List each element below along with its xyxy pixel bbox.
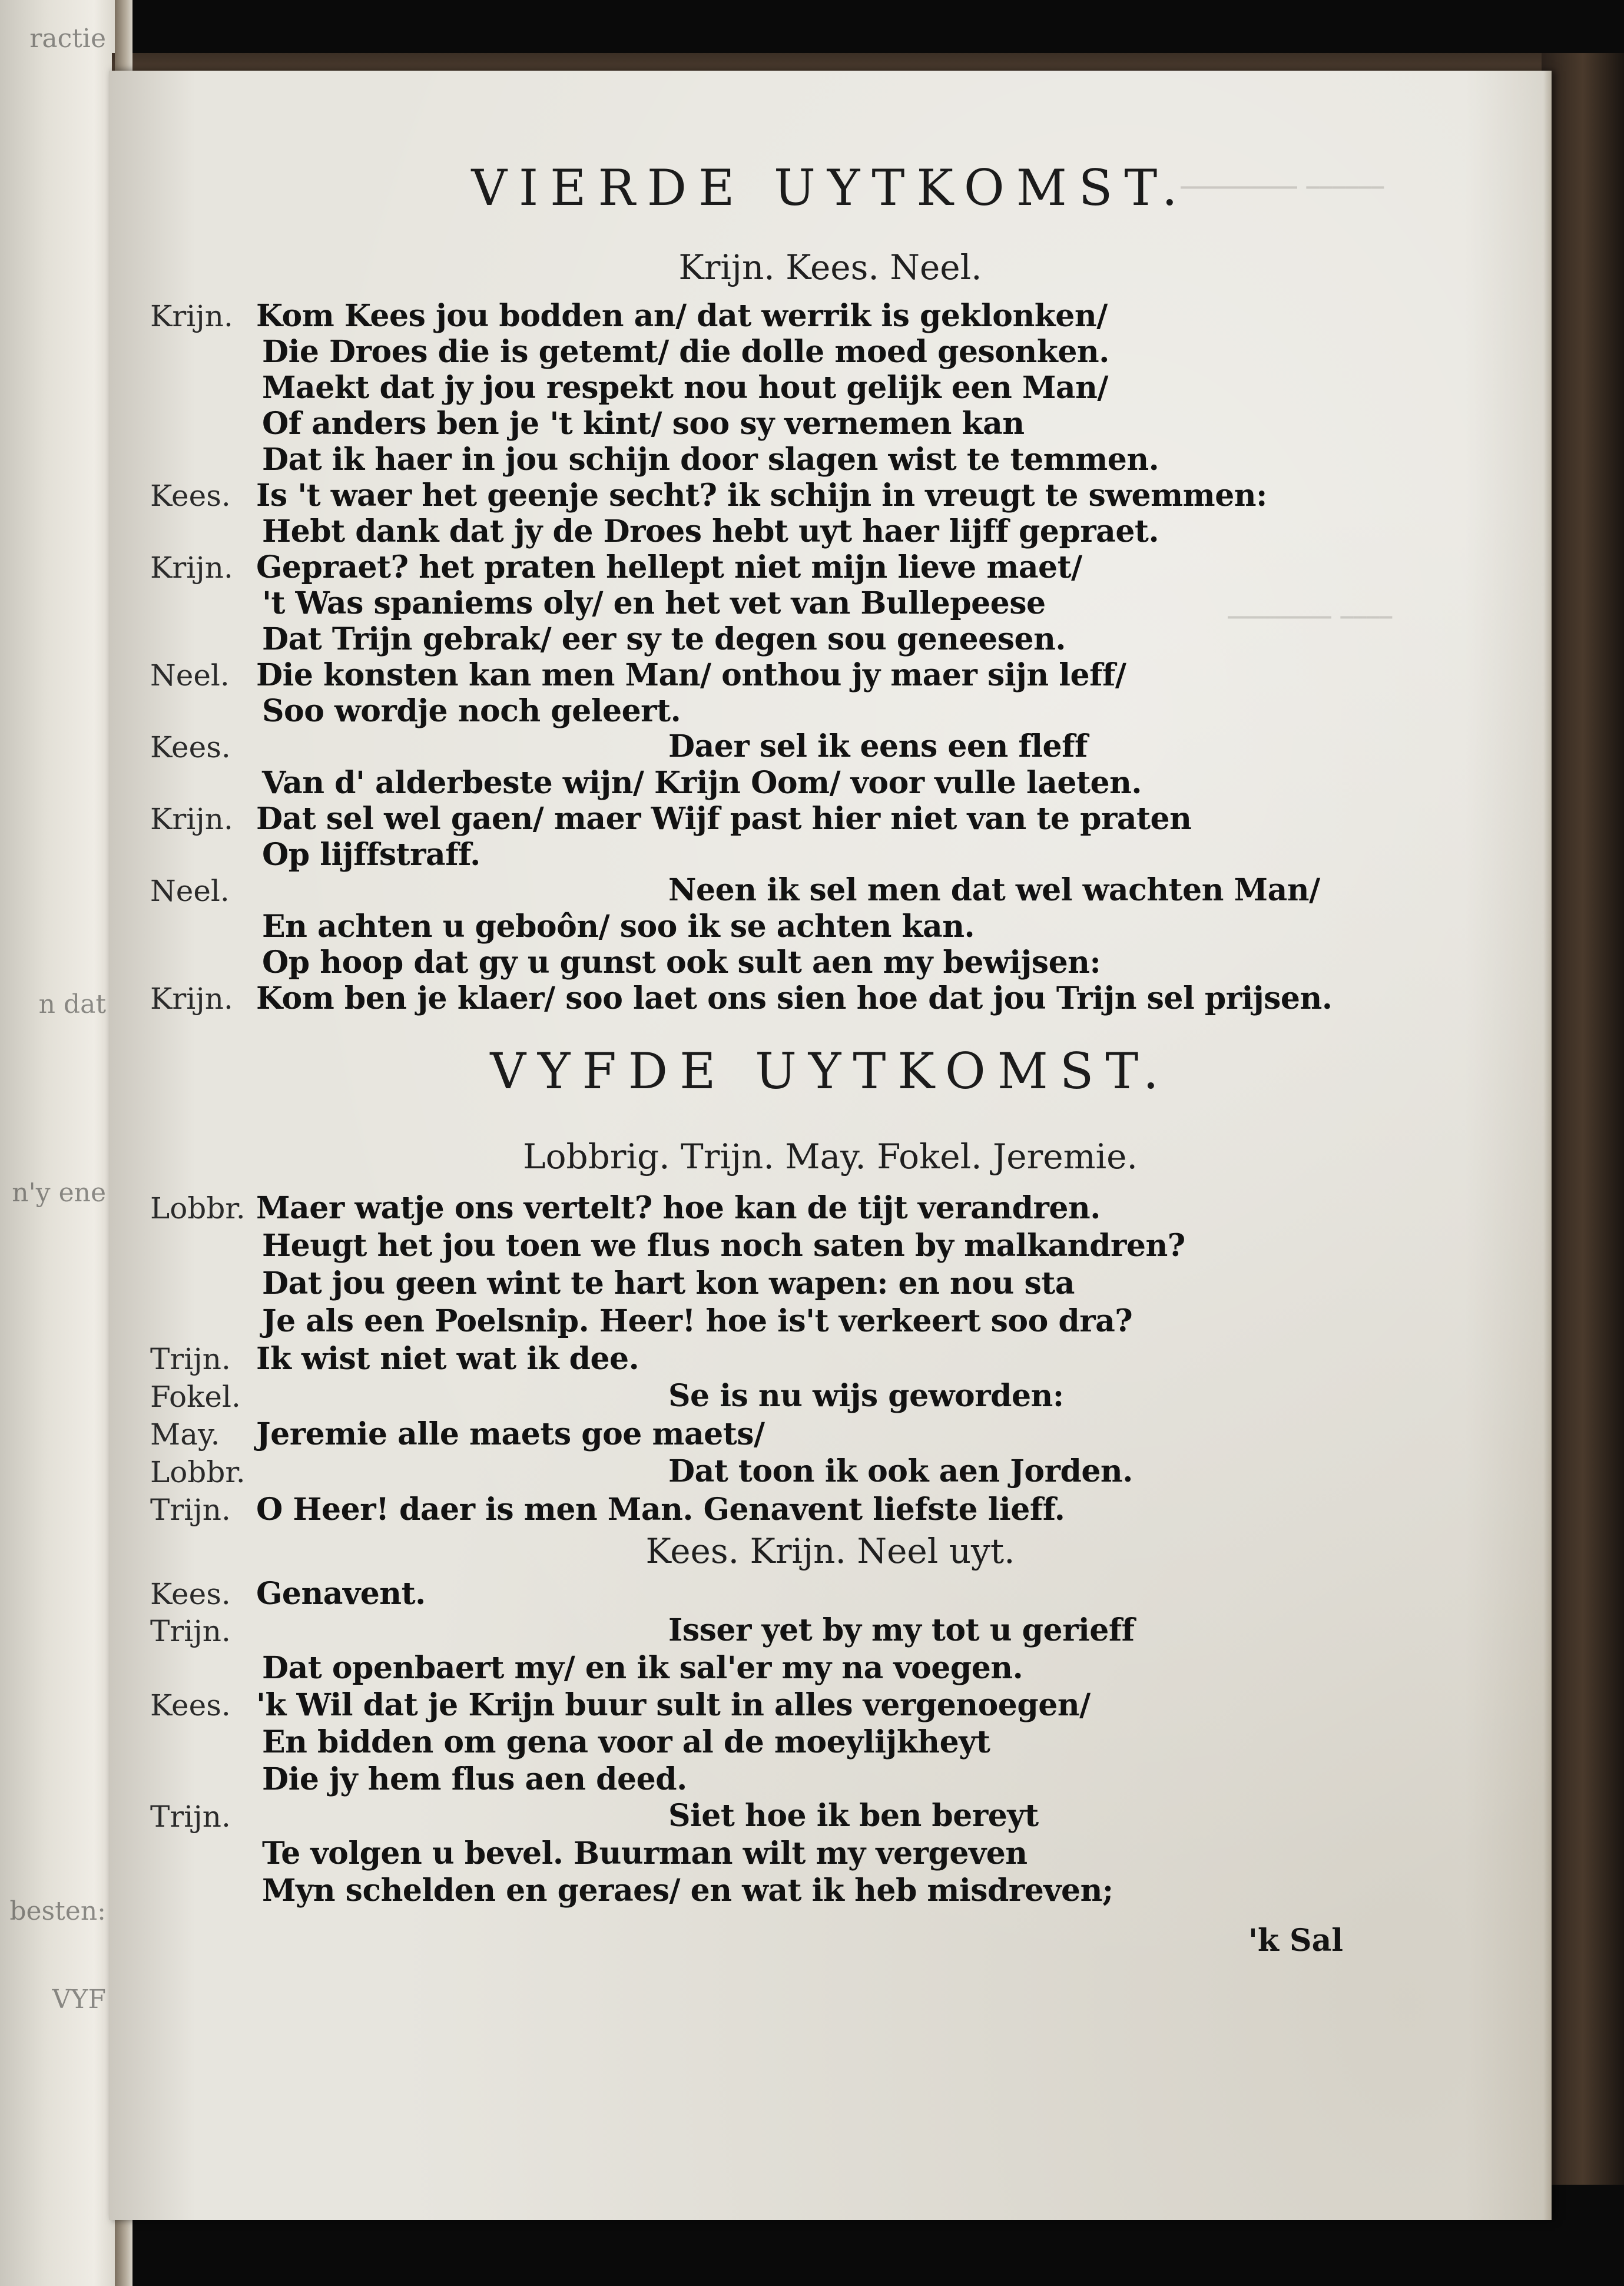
verse-line [150, 657, 1126, 694]
verse-text: En achten u geboôn/ soo ik se achten kan. [262, 909, 975, 945]
verse-line [150, 1378, 1064, 1415]
verse-text: Op lijffstraff. [262, 837, 480, 873]
verse-line [150, 1190, 1101, 1227]
adjacent-page-fragment: ractie [29, 24, 106, 54]
verse-line [150, 405, 1025, 442]
verse-text: Se is nu wijs geworden: [668, 1378, 1064, 1414]
verse-line [150, 1687, 1091, 1724]
cast-list: Lobbrig. Trijn. May. Fokel. Jeremie. [523, 1137, 1138, 1177]
verse-line [150, 1227, 1185, 1264]
verse-line [150, 369, 1108, 406]
verse-line [150, 585, 1046, 622]
verse-text: Die Droes die is getemt/ die dolle moed gesonken. [262, 334, 1109, 370]
verse-text: Daer sel ik eens een fleff [668, 728, 1088, 764]
verse-line [150, 980, 1332, 1017]
verse-text: Dat ik haer in jou schijn door slagen wist te temmen. [262, 442, 1159, 478]
speaker-name: Trijn. [150, 1800, 231, 1834]
verse-text: 't Was spaniems oly/ en het vet van Bullepeese [262, 585, 1046, 621]
bleed-through-text: _________ ______ [1181, 159, 1384, 189]
adjacent-page-fragment: besten: [9, 1896, 106, 1926]
verse-line [150, 513, 1159, 550]
book-board-right [1542, 53, 1624, 2185]
verse-line [150, 477, 1267, 514]
verse-line [150, 621, 1066, 658]
adjacent-page-fragment: n dat [38, 989, 106, 1019]
verse-line [150, 1835, 1028, 1872]
verse-text: Dat jou geen wint te hart kon wapen: en nou sta [262, 1265, 1075, 1301]
verse-line [150, 1575, 426, 1612]
speaker-name: Kees. [150, 479, 231, 513]
stage-direction: Kees. Krijn. Neel uyt. [645, 1531, 1015, 1571]
cast-list: Krijn. Kees. Neel. [678, 247, 982, 287]
verse-text: Maekt dat jy jou respekt nou hout gelijk een Man/ [262, 370, 1108, 406]
verse-text: Siet hoe ik ben bereyt [668, 1798, 1039, 1834]
adjacent-page-edge [0, 0, 118, 2286]
verse-line [150, 1340, 639, 1377]
verse-line [150, 1798, 1039, 1835]
verse-line [150, 944, 1101, 981]
speaker-name: Fokel. [150, 1380, 241, 1414]
verse-text: Dat sel wel gaen/ maer Wijf past hier niet van te praten [256, 801, 1192, 837]
verse-line [150, 1761, 687, 1798]
speaker-name: Krijn. [150, 551, 233, 585]
verse-line [150, 441, 1159, 478]
verse-text: Hebt dank dat jy de Droes hebt uyt haer lijff gepraet. [262, 513, 1159, 549]
speaker-name: Krijn. [150, 299, 233, 333]
adjacent-page-fragment: VYF [52, 1984, 106, 2015]
verse-text: Op hoop dat gy u gunst ook sult aen my bewijsen: [262, 945, 1101, 980]
verse-line [150, 908, 975, 945]
speaker-name: Lobbr. [150, 1191, 246, 1225]
verse-line [150, 1872, 1113, 1909]
verse-text: Die jy hem flus aen deed. [262, 1761, 687, 1797]
verse-line [150, 333, 1109, 370]
verse-text: Maer watje ons vertelt? hoe kan de tijt verandren. [256, 1190, 1101, 1226]
verse-line [150, 1612, 1135, 1649]
verse-line [150, 764, 1142, 801]
verse-text: Ik wist niet wat ik dee. [256, 1341, 639, 1377]
verse-text: Kom ben je klaer/ soo laet ons sien hoe dat jou Trijn sel prijsen. [256, 980, 1333, 1016]
verse-text: Genavent. [256, 1576, 426, 1612]
verse-line [150, 728, 1088, 766]
verse-text: Je als een Poelsnip. Heer! hoe is't verkeert soo dra? [262, 1303, 1133, 1339]
verse-line [150, 297, 1108, 334]
verse-text: Te volgen u bevel. Buurman wilt my vergeven [262, 1836, 1028, 1871]
speaker-name: Neel. [150, 658, 230, 693]
speaker-name: Krijn. [150, 802, 233, 836]
speaker-name: May. [150, 1417, 220, 1452]
book-page [109, 71, 1552, 2220]
verse-line [150, 1649, 1023, 1687]
verse-text: Of anders ben je 't kint/ soo sy vernemen kan [262, 406, 1025, 442]
verse-text: En bidden om gena voor al de moeylijkheyt [262, 1724, 990, 1760]
speaker-name: Krijn. [150, 982, 233, 1016]
verse-line [150, 549, 1082, 586]
section-heading: VYFDE UYTKOMST. [490, 1042, 1171, 1100]
verse-text: Jeremie alle maets goe maets/ [256, 1416, 765, 1452]
verse-text: Heugt het jou toen we flus noch saten by malkandren? [262, 1228, 1185, 1264]
bleed-through-text: ________ ____ [1228, 589, 1393, 619]
verse-text: Neen ik sel men dat wel wachten Man/ [668, 872, 1320, 908]
verse-line [150, 1453, 1133, 1490]
verse-line [150, 1491, 1065, 1528]
catchword: 'k Sal [1248, 1923, 1344, 1959]
verse-line [150, 1265, 1075, 1302]
speaker-name: Kees. [150, 1577, 231, 1611]
speaker-name: Trijn. [150, 1493, 231, 1527]
verse-text: Dat openbaert my/ en ik sal'er my na voegen. [262, 1650, 1023, 1686]
adjacent-page-fragment: n'y ene [12, 1178, 106, 1208]
speaker-name: Lobbr. [150, 1455, 246, 1489]
verse-text: 'k Wil dat je Krijn buur sult in alles vergenoegen/ [256, 1687, 1091, 1723]
speaker-name: Neel. [150, 874, 230, 908]
verse-line [150, 836, 480, 873]
verse-line [150, 1724, 990, 1761]
verse-text: Kom Kees jou bodden an/ dat werrik is geklonken/ [256, 298, 1108, 334]
speaker-name: Kees. [150, 1688, 231, 1722]
verse-line [150, 872, 1320, 909]
verse-text: Isser yet by my tot u gerieff [668, 1612, 1135, 1648]
verse-text: Is 't waer het geenje secht? ik schijn in vreugt te swemmen: [256, 478, 1267, 513]
verse-text: Dat toon ik ook aen Jorden. [668, 1453, 1133, 1489]
verse-text: O Heer! daer is men Man. Genavent liefste lieff. [256, 1492, 1065, 1528]
verse-text: Die konsten kan men Man/ onthou jy maer sijn leff/ [256, 657, 1126, 693]
verse-line [150, 1416, 765, 1453]
verse-text: Dat Trijn gebrak/ eer sy te degen sou geneesen. [262, 621, 1066, 657]
section-heading: VIERDE UYTKOMST. [471, 159, 1189, 217]
verse-line [150, 1303, 1132, 1340]
verse-line [150, 693, 681, 730]
verse-text: Van d' alderbeste wijn/ Krijn Oom/ voor vulle laeten. [262, 765, 1142, 801]
speaker-name: Trijn. [150, 1342, 231, 1376]
verse-text: Myn schelden en geraes/ en wat ik heb misdreven; [262, 1873, 1113, 1909]
verse-text: Soo wordje noch geleert. [262, 693, 681, 729]
speaker-name: Kees. [150, 730, 231, 764]
verse-text: Gepraet? het praten hellept niet mijn lieve maet/ [256, 549, 1082, 585]
verse-line [150, 800, 1191, 837]
speaker-name: Trijn. [150, 1614, 231, 1648]
